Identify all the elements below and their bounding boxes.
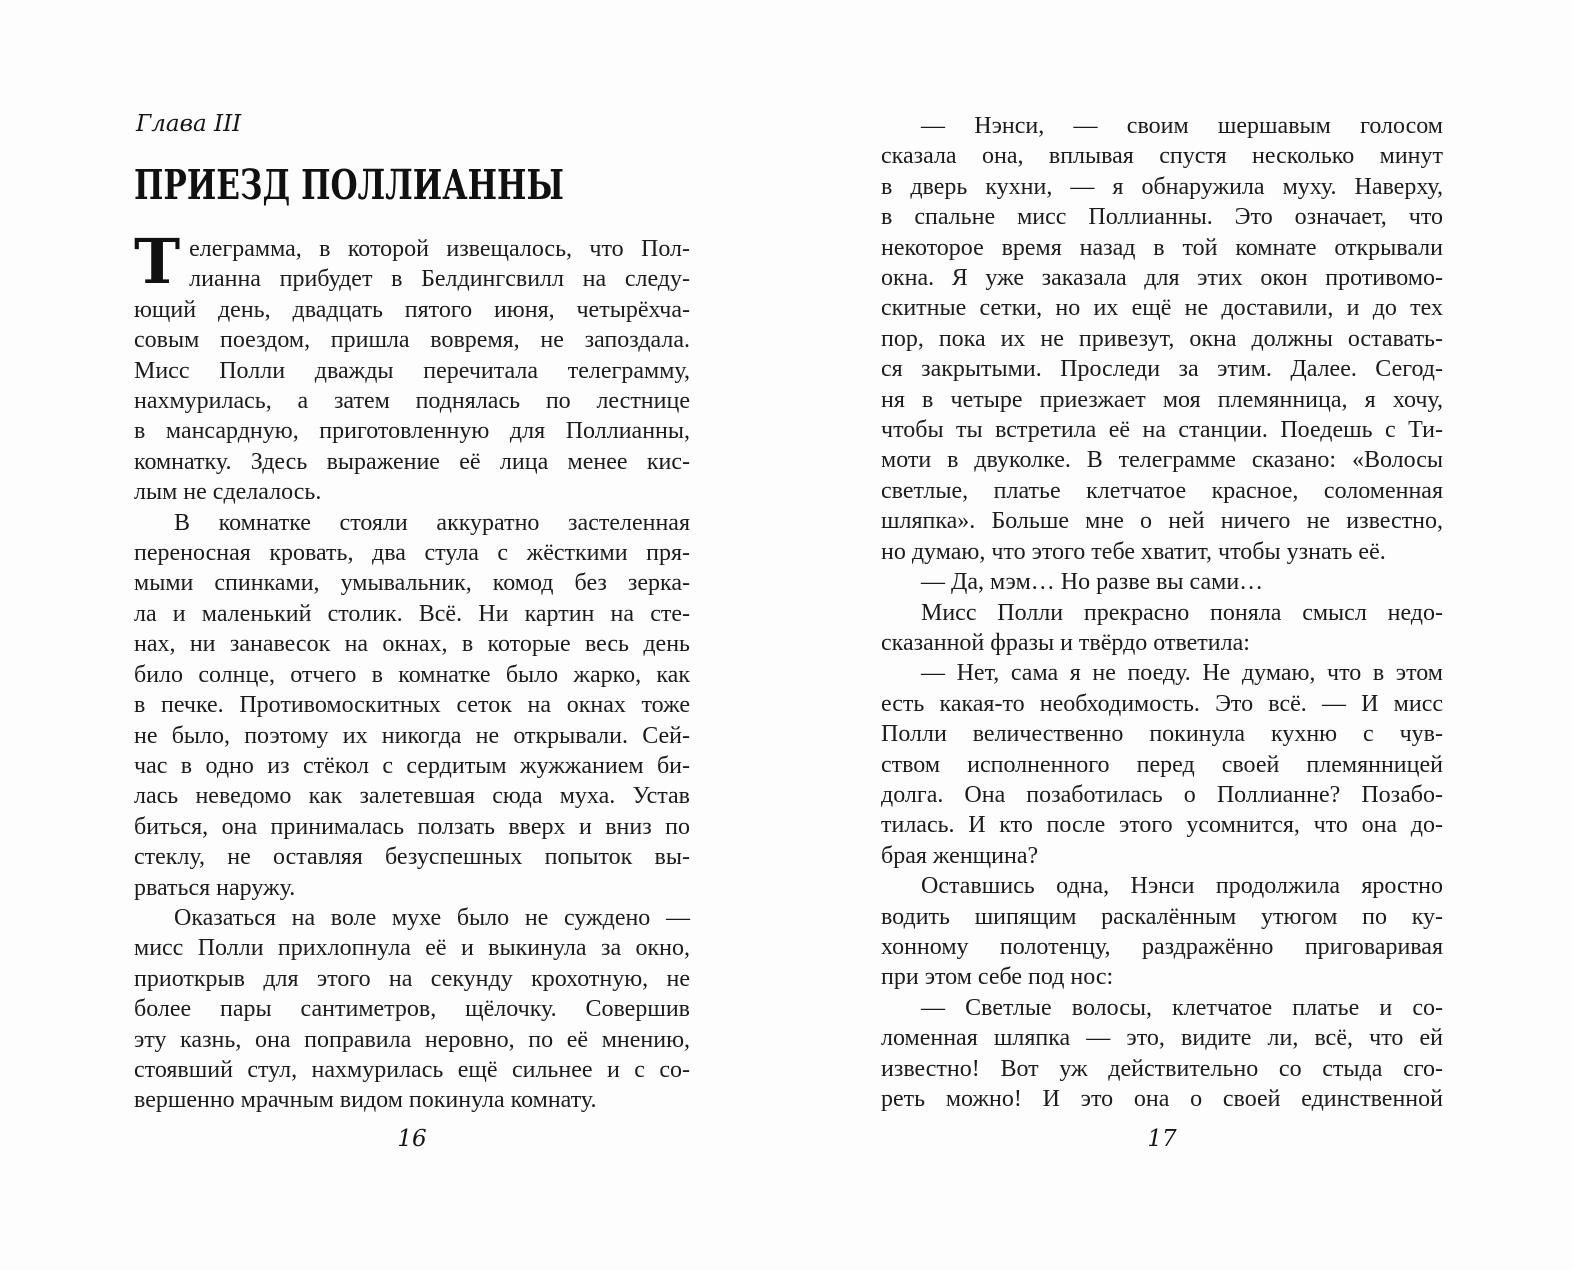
text-line: эту казнь, она поправила неровно, по её мнению,	[134, 1026, 690, 1053]
paragraph	[881, 993, 1443, 1115]
paragraph	[881, 567, 1443, 597]
text-line: в спальне мисс Поллианны. Это означает, что	[881, 204, 1443, 231]
text-line: моти в двуколке. В телеграмме сказано: «Волосы	[881, 447, 1443, 474]
paragraph	[134, 903, 690, 1116]
text-line: тилась. И кто после этого усомнится, что она до-	[881, 812, 1443, 839]
text-line: переносная кровать, два стула с жёсткими пря-	[134, 540, 690, 567]
text-line: — Нэнси, — своим шершавым голосом	[921, 113, 1443, 139]
text-line: ня в четыре приезжает моя племянница, я хочу,	[881, 386, 1443, 413]
text-line: долга. Она позаботилась о Поллианне? Позабо-	[881, 781, 1443, 808]
text-line: комнатку. Здесь выражение её лица менее кис-	[134, 448, 690, 475]
right-page	[881, 0, 1443, 1270]
text-line: Оказаться на воле мухе было не суждено —	[174, 904, 690, 931]
text-line: известно! Вот уж действительно со стыда сго-	[881, 1055, 1443, 1082]
text-line: сказала она, вплывая спустя несколько минут	[881, 143, 1443, 170]
text-line: вершенно мрачным видом покинула комнату.	[134, 1087, 597, 1114]
left-page-body	[134, 225, 690, 1116]
page-number-right: 17	[1147, 1126, 1177, 1152]
text-line: — Да, мэм… Но разве вы сами…	[921, 569, 1264, 596]
text-line: не было, поэтому их никогда не открывали. Сей-	[134, 722, 690, 749]
text-line: совым поездом, пришла вовремя, не запоздала.	[134, 327, 690, 354]
text-line: пор, пока их не привезут, окна должны оставать-	[881, 325, 1443, 352]
text-line: Оставшись одна, Нэнси продолжила яростно	[921, 873, 1443, 900]
text-line: лым не сделалось.	[134, 479, 322, 506]
text-line: светлые, платье клетчатое красное, соломенная	[881, 477, 1443, 504]
text-line: Мисс Полли прекрасно поняла смысл недо-	[921, 599, 1443, 626]
text-line: водить шипящим раскалённым утюгом по ку-	[881, 903, 1443, 930]
paragraph	[881, 658, 1443, 871]
text-line: Полли величественно покинула кухню с чув-	[881, 721, 1443, 748]
text-line: лианна прибудет в Белдингсвилл на следу-	[189, 266, 690, 293]
text-line: но думаю, что этого тебе хватит, чтобы узнать её.	[881, 538, 1386, 565]
text-line: шляпка». Больше мне о ней ничего не известно,	[881, 508, 1443, 535]
text-line: брая женщина?	[881, 842, 1039, 869]
text-line: елеграмма, в которой извещалось, что Пол-	[189, 236, 690, 262]
text-line: час в одно из стёкол с сердитым жужжанием би-	[134, 752, 690, 779]
text-line: при этом себе под нос:	[881, 964, 1114, 991]
text-line: хонному полотенцу, раздражённо приговаривая	[881, 933, 1443, 960]
page-number-left: 16	[397, 1126, 427, 1152]
text-line: реть можно! И это она о своей единственной	[881, 1086, 1443, 1112]
text-line: — Нет, сама я не поеду. Не думаю, что в этом	[921, 660, 1443, 687]
text-line: есть какая-то необходимость. Это всё. — И мисс	[881, 690, 1443, 717]
text-line: ся закрытыми. Проследи за этим. Далее. Сегод-	[881, 356, 1443, 383]
text-line: в дверь кухни, — я обнаружила муху. Наверху,	[881, 173, 1443, 200]
text-line: более пары сантиметров, щёлочку. Совершив	[134, 996, 690, 1023]
text-line: ла и маленький столик. Всё. Ни картин на сте-	[134, 600, 690, 627]
text-line: мисс Полли прихлопнула её и выкинула за окно,	[134, 935, 690, 962]
text-line: окна. Я уже заказала для этих окон противомо-	[881, 265, 1443, 292]
text-line: мыми спинками, умывальник, комод без зерка-	[134, 570, 690, 597]
paragraph	[881, 598, 1443, 659]
text-line: — Светлые волосы, клетчатое платье и со-	[921, 994, 1443, 1021]
text-line: стеклу, не оставляя безуспешных попыток вы-	[134, 844, 690, 871]
paragraph	[881, 111, 1443, 567]
text-line: ством исполненного перед своей племянницей	[881, 751, 1443, 778]
text-line: нахмурилась, а затем поднялась по лестнице	[134, 388, 690, 415]
text-line: В комнатке стояли аккуратно застеленная	[174, 509, 690, 536]
right-page-body	[881, 111, 1443, 1114]
text-line: чтобы ты встретила её на станции. Поедешь с Ти-	[881, 417, 1443, 444]
paragraph	[134, 508, 690, 903]
text-line: скитные сетки, но их ещё не доставили, и до тех	[881, 295, 1443, 322]
chapter-label: Глава III	[136, 111, 242, 137]
paragraph	[881, 871, 1443, 993]
text-line: Мисс Полли дважды перечитала телеграмму,	[134, 357, 690, 384]
text-line: ломенная шляпка — это, видите ли, всё, что ей	[881, 1025, 1443, 1052]
chapter-title: ПРИЕЗД ПОЛЛИАННЫ	[134, 161, 564, 209]
paragraph	[134, 225, 690, 508]
text-line: нах, ни занавесок на окнах, в которые весь день	[134, 631, 690, 658]
text-line: биться, она принималась ползать вверх и вниз по	[134, 813, 690, 840]
left-page	[134, 0, 690, 1270]
text-line: приоткрыв для этого на секунду крохотную, не	[134, 965, 690, 992]
text-line: некоторое время назад в той комнате открывали	[881, 234, 1443, 261]
text-line: в мансардную, приготовленную для Поллианны,	[134, 418, 690, 445]
text-line: в печке. Противомоскитных сеток на окнах тоже	[134, 692, 690, 719]
text-line: лась неведомо как залетевшая сюда муха. Устав	[134, 783, 690, 810]
text-line: ющий день, двадцать пятого июня, четырёхча-	[134, 296, 690, 323]
text-line: стоявший стул, нахмурилась ещё сильнее и с со-	[134, 1056, 690, 1083]
drop-cap: Т	[134, 225, 181, 298]
text-line: сказанной фразы и твёрдо ответила:	[881, 629, 1250, 656]
text-line: било солнце, отчего в комнатке было жарко, как	[134, 661, 690, 688]
text-line: рваться наружу.	[134, 874, 296, 901]
